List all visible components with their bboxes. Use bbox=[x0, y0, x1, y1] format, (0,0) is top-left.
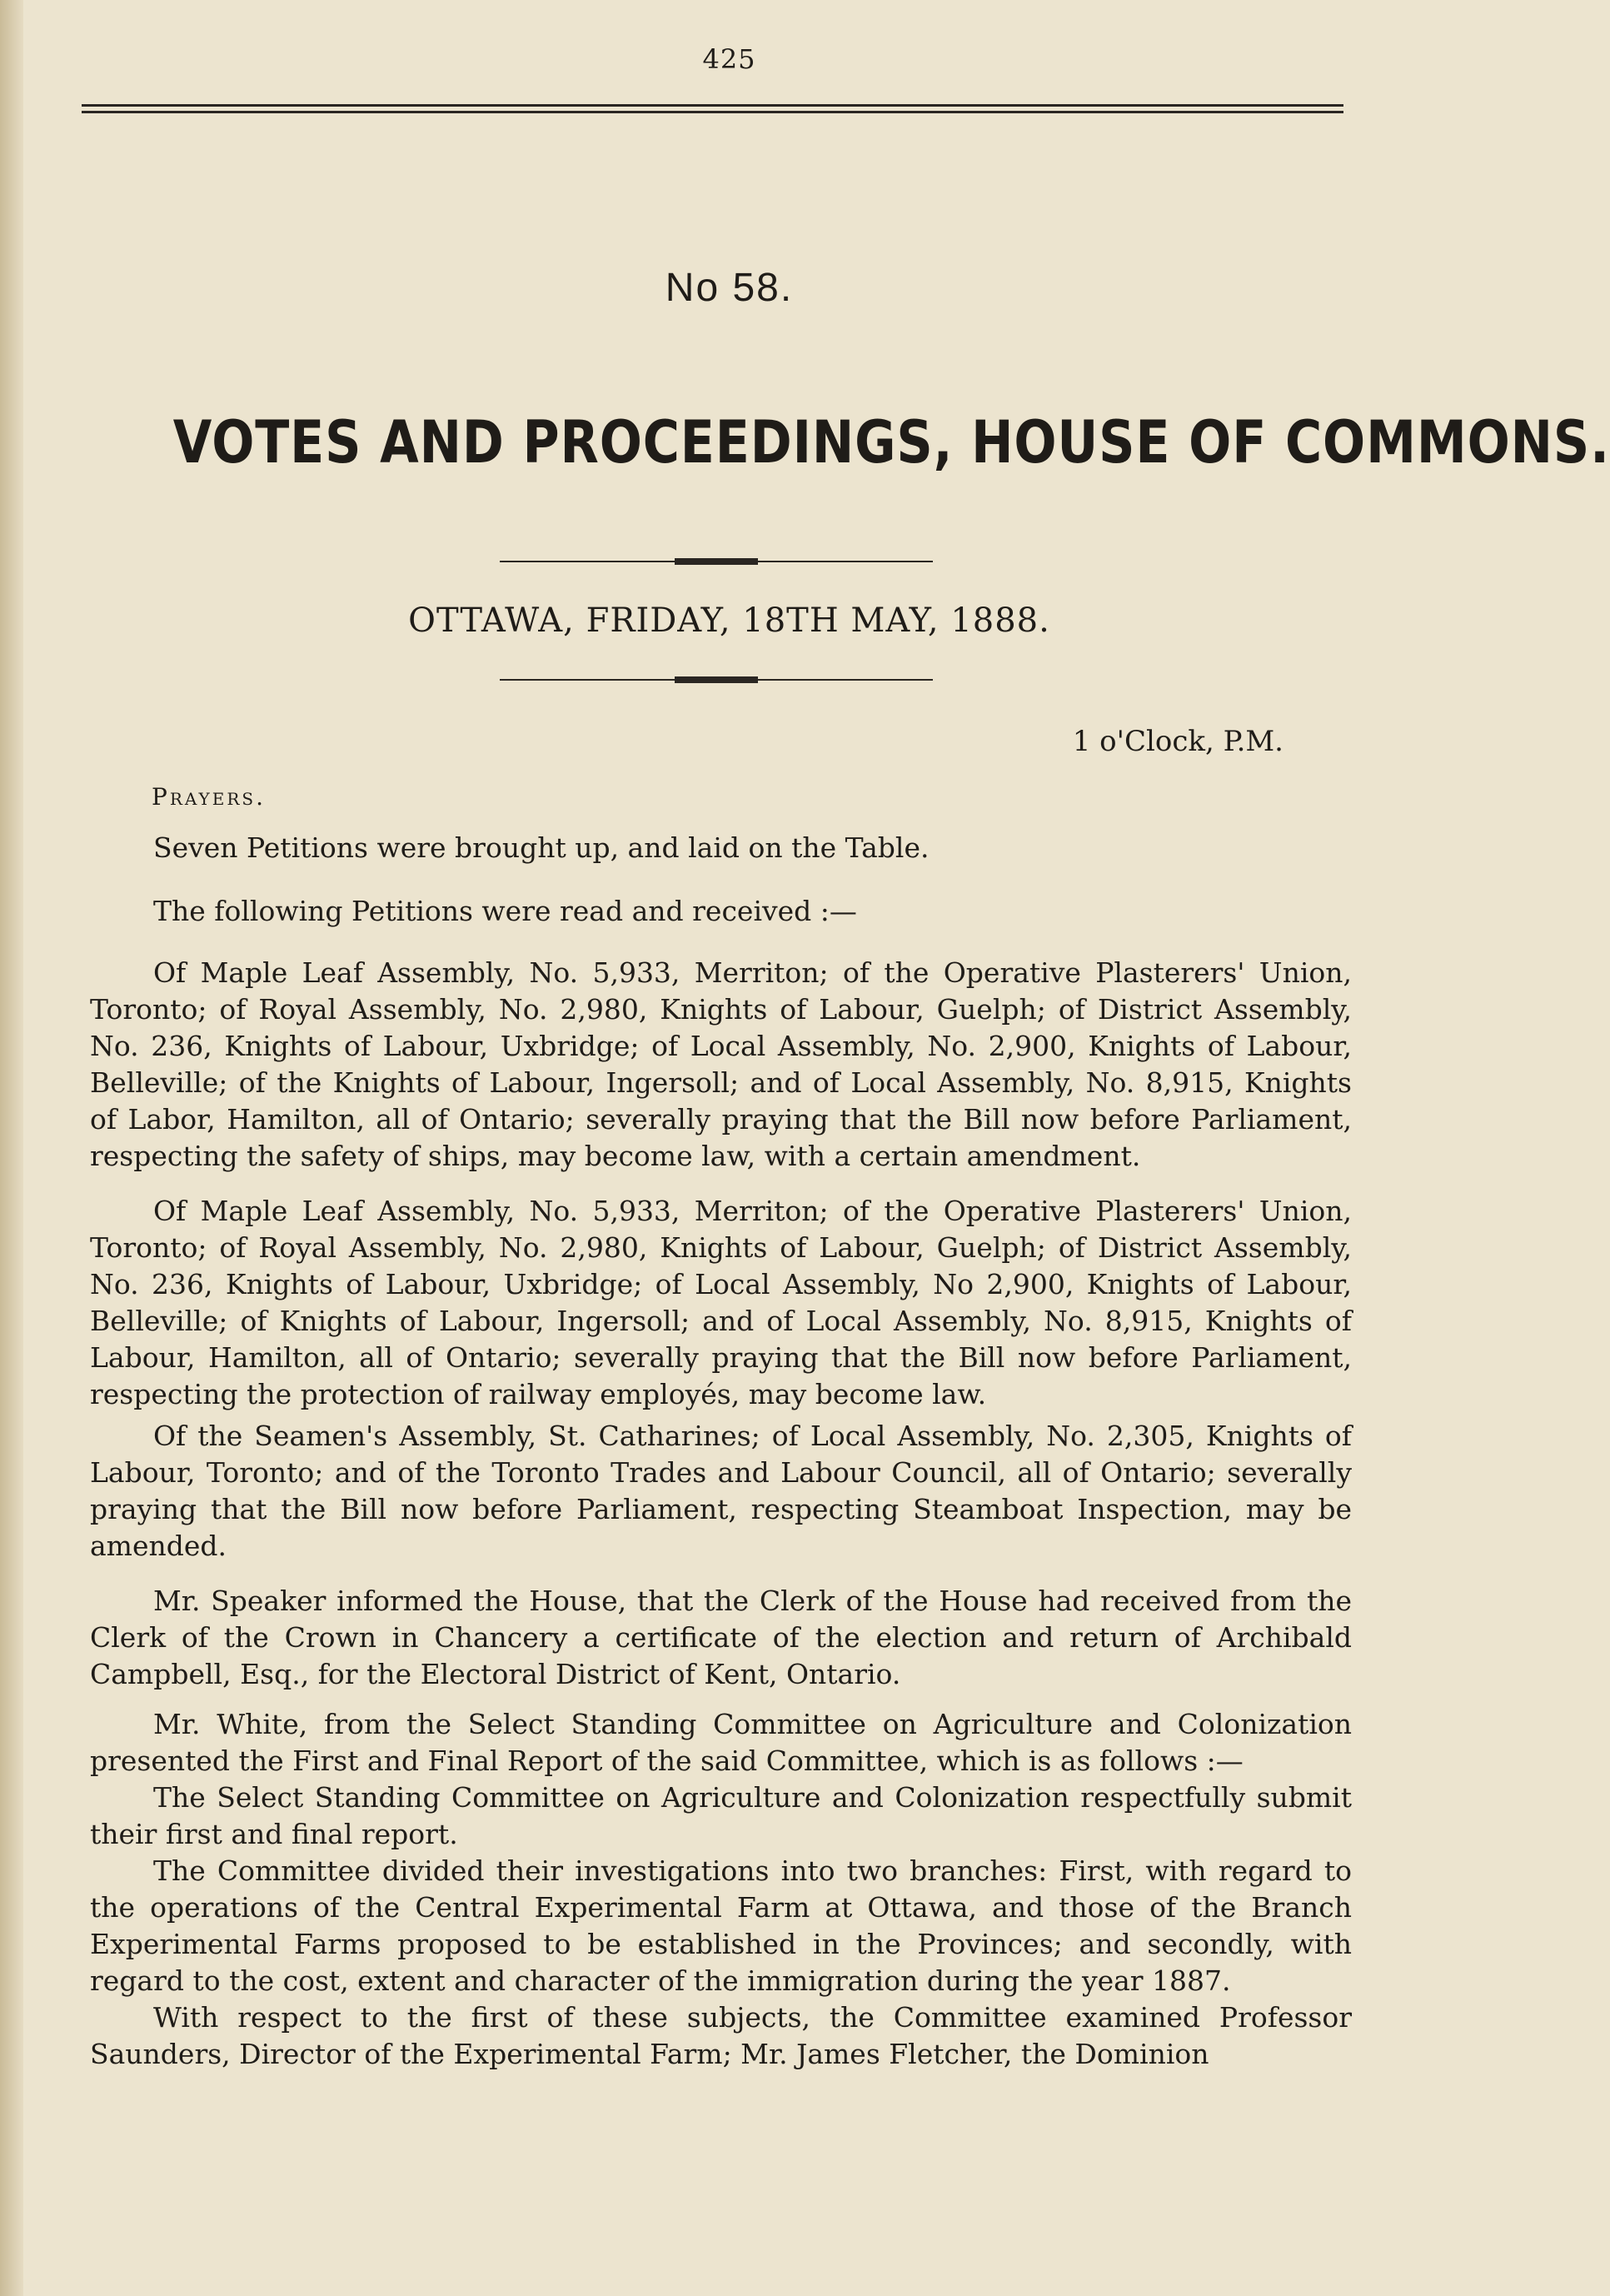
paragraph-petitions-read: The following Petitions were read and received :— bbox=[153, 895, 857, 927]
paragraph-committee-report: Mr. White, from the Select Standing Committee on Agriculture and Colonization presented the First and Final Report of the said Committee, which is as follows :— bbox=[90, 1708, 1352, 1777]
prayers-heading: Prayers. bbox=[152, 783, 266, 811]
divider-top bbox=[500, 561, 933, 562]
page-number: 425 bbox=[702, 43, 756, 75]
divider-bottom bbox=[500, 679, 933, 681]
paragraph-investigation-branches: The Committee divided their investigations into two branches: First, with regard to the operations of the Central Experimental Farm at Ottawa, and those of the Branch Experimental Farms proposed to be established in the Provinces; and secondly, with regard to the cost, extent and character of the immigration during the year 1887. bbox=[90, 1854, 1352, 1997]
petition-steamboat-inspection: Of the Seamen's Assembly, St. Catharines; of Local Assembly, No. 2,305, Knights of Labour, Toronto; and of the Toronto Trades and Labour Council, all of Ontario; severally praying that the Bill now before Parliament, respecting Steamboat Inspection, may be amended. bbox=[90, 1420, 1352, 1562]
document-number: No 58. bbox=[665, 266, 794, 310]
session-time: 1 o'Clock, P.M. bbox=[1072, 725, 1284, 758]
paragraph-petitions-brought: Seven Petitions were brought up, and laid on the Table. bbox=[153, 831, 930, 864]
paragraph-speaker-certificate: Mr. Speaker informed the House, that the Clerk of the House had received from the Clerk of the Crown in Chancery a certificate of the election and return of Archibald Campbell, Esq., for the Electoral District of Kent, Ontario. bbox=[90, 1585, 1352, 1690]
paragraph-first-subject: With respect to the first of these subjects, the Committee examined Professor Saunders, Director of the Experimental Farm; Mr. James Fletcher, the Dominion bbox=[90, 2001, 1352, 2070]
paragraph-report-submission: The Select Standing Committee on Agriculture and Colonization respectfully submit their first and final report. bbox=[90, 1781, 1352, 1850]
petition-railway-employes: Of Maple Leaf Assembly, No. 5,933, Merriton; of the Operative Plasterers' Union, Toronto; of Royal Assembly, No. 2,980, Knights of Labour, Guelph; of District Assembly, No. 236, Knights of Labour, Uxbridge; of Local Assembly, No 2,900, Knights of Labour, Belleville; of Knights of Labour, Ingersoll; and of Local Assembly, No. 8,915, Knights of Labour, Hamilton, all of Ontario; severally praying that the Bill now before Parliament, respecting the protection of railway employés, may become law. bbox=[90, 1195, 1352, 1410]
date-line: OTTAWA, FRIDAY, 18TH MAY, 1888. bbox=[408, 601, 1050, 640]
page-binding-edge bbox=[0, 0, 23, 2296]
petition-safety-of-ships: Of Maple Leaf Assembly, No. 5,933, Merriton; of the Operative Plasterers' Union, Toronto; of Royal Assembly, No. 2,980, Knights of Labour, Guelph; of District Assembly, No. 236, Knights of Labour, Uxbridge; of Local Assembly, No. 2,900, Knights of Labour, Belleville; of the Knights of Labour, Ingersoll; and of Local Assembly, No. 8,915, Knights of Labor, Hamilton, all of Ontario; severally praying that the Bill now before Parliament, respecting the safety of ships, may become law, with a certain amendment. bbox=[90, 956, 1352, 1172]
header-rule bbox=[82, 104, 1343, 113]
page-title: VOTES AND PROCEEDINGS, HOUSE OF COMMONS. bbox=[172, 408, 1610, 477]
